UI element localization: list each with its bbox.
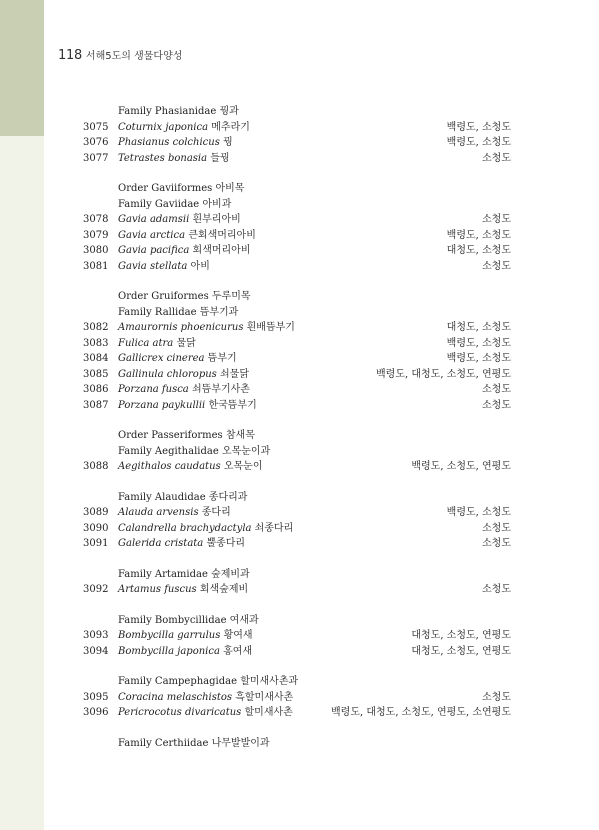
island-locations: 백령도, 소청도: [446, 229, 511, 241]
korean-name: 홍여새: [223, 645, 253, 657]
island-locations: 대청도, 소청도, 연평도: [411, 630, 511, 641]
scientific-name: Gavia adamsii: [118, 214, 190, 225]
species-row: [0, 536, 599, 552]
species-row: [0, 259, 599, 275]
species-number: 3092: [83, 584, 109, 595]
island-locations: 소청도: [482, 399, 511, 411]
scientific-name: Bombycilla garrulus: [118, 630, 221, 641]
island-locations: 백령도, 소청도: [446, 121, 511, 133]
island-locations: 소청도: [482, 260, 511, 272]
taxon-heading-text: Family Gaviidae 아비과: [118, 198, 232, 210]
korean-name: 회색머리아비: [192, 245, 251, 256]
species-name: [118, 243, 251, 259]
species-number: 3076: [83, 137, 109, 148]
page-header: [58, 47, 182, 67]
species-name: [118, 228, 256, 244]
taxon-heading-text: Family Phasianidae 꿩과: [118, 106, 239, 117]
korean-name: 쇠물닭: [220, 368, 249, 380]
page-number: 118: [58, 48, 82, 63]
taxon-heading: [0, 444, 599, 460]
korean-name: 물닭: [176, 337, 196, 349]
species-number: 3089: [83, 507, 109, 518]
island-locations: 대청도, 소청도: [446, 322, 511, 333]
island-locations: 소청도: [482, 152, 511, 164]
species-row: [0, 212, 599, 228]
species-number: 3084: [83, 353, 109, 364]
species-number: 3078: [83, 214, 109, 225]
species-number: 3083: [83, 337, 109, 349]
scientific-name: Porzana fusca: [118, 384, 189, 395]
species-name: [118, 582, 248, 598]
island-locations: 대청도, 소청도: [446, 245, 511, 256]
species-row: [0, 135, 599, 151]
island-locations: 소청도: [482, 522, 511, 534]
taxon-heading-text: Family Artamidae 숲제비과: [118, 568, 250, 580]
island-locations: 백령도, 소청도: [446, 137, 511, 148]
island-locations: 백령도, 대청도, 소청도, 연평도, 소연평도: [331, 707, 511, 718]
species-row: [0, 151, 599, 167]
species-row: [0, 120, 599, 136]
species-name: [118, 705, 293, 721]
taxon-heading-text: Family Aegithalidae 오목눈이과: [118, 445, 271, 457]
scientific-name: Coracina melaschistos: [118, 691, 233, 703]
species-name: [118, 459, 262, 475]
korean-name: 큰회색머리아비: [188, 229, 256, 241]
taxon-heading: [0, 674, 599, 690]
korean-name: 회색숲제비: [199, 584, 249, 595]
scientific-name: Artamus fuscus: [118, 584, 197, 595]
species-name: [118, 690, 293, 706]
species-row: [0, 228, 599, 244]
island-locations: 백령도, 대청도, 소청도, 연평도: [376, 368, 511, 380]
scientific-name: Gavia stellata: [118, 260, 188, 272]
scientific-name: Aegithalos caudatus: [118, 461, 221, 472]
species-number: 3091: [83, 538, 109, 549]
scientific-name: Alauda arvensis: [118, 507, 199, 518]
species-name: [118, 382, 250, 398]
korean-name: 할미새사촌: [244, 707, 293, 718]
species-row: [0, 351, 599, 367]
taxon-heading: [0, 289, 599, 305]
korean-name: 흰배뜸부기: [246, 322, 295, 333]
taxon-heading: [0, 613, 599, 629]
species-number: 3093: [83, 630, 109, 641]
species-name: [118, 505, 231, 521]
taxon-heading: [0, 567, 599, 583]
taxon-heading-text: Family Rallidae 뜸부기과: [118, 306, 239, 318]
korean-name: 쇠종다리: [254, 522, 294, 534]
korean-name: 꿩: [223, 137, 233, 148]
species-number: 3079: [83, 229, 109, 241]
species-row: [0, 705, 599, 721]
species-number: 3095: [83, 691, 109, 703]
island-locations: 소청도: [482, 384, 511, 395]
island-locations: 백령도, 소청도: [446, 353, 511, 364]
korean-name: 황여새: [223, 630, 253, 641]
species-list: [0, 104, 599, 751]
island-locations: 백령도, 소청도, 연평도: [411, 461, 511, 472]
scientific-name: Gallicrex cinerea: [118, 353, 205, 364]
scientific-name: Phasianus colchicus: [118, 137, 220, 148]
species-row: [0, 628, 599, 644]
island-locations: 소청도: [482, 691, 511, 703]
species-number: 3088: [83, 461, 109, 472]
korean-name: 흑할미새사촌: [235, 691, 294, 703]
scientific-name: Pericrocotus divaricatus: [118, 707, 242, 718]
species-name: [118, 259, 210, 275]
species-name: [118, 628, 253, 644]
scientific-name: Gallinula chloropus: [118, 368, 217, 380]
scientific-name: Gavia pacifica: [118, 245, 190, 256]
running-title: 서해5도의 생물다양성: [85, 51, 183, 62]
scientific-name: Calandrella brachydactyla: [118, 522, 252, 534]
island-locations: 소청도: [482, 538, 511, 549]
taxon-heading: [0, 181, 599, 197]
species-row: [0, 521, 599, 537]
island-locations: 소청도: [482, 584, 511, 595]
taxon-heading-text: Order Gaviiformes 아비목: [118, 183, 245, 194]
species-row: [0, 382, 599, 398]
scientific-name: Fulica atra: [118, 337, 174, 349]
korean-name: 오목눈이: [223, 461, 263, 472]
species-number: 3080: [83, 245, 109, 256]
species-number: 3096: [83, 707, 109, 718]
species-row: [0, 320, 599, 336]
korean-name: 흰부리아비: [192, 214, 241, 225]
scientific-name: Tetrastes bonasia: [118, 152, 208, 164]
species-number: 3087: [83, 399, 109, 411]
taxon-heading: [0, 305, 599, 321]
species-number: 3082: [83, 322, 109, 333]
species-row: [0, 582, 599, 598]
taxon-heading-text: Order Passeriformes 참새목: [118, 430, 255, 441]
korean-name: 뜸부기: [207, 353, 237, 364]
species-row: [0, 336, 599, 352]
korean-name: 종다리: [201, 507, 231, 518]
taxon-heading-text: Family Campephagidae 할미새사촌과: [118, 676, 299, 687]
taxon-heading-text: Family Alaudidae 종다리과: [118, 491, 248, 503]
scientific-name: Galerida cristata: [118, 538, 204, 549]
island-locations: 백령도, 소청도: [446, 507, 511, 518]
korean-name: 들꿩: [210, 152, 230, 164]
species-row: [0, 367, 599, 383]
species-name: [118, 644, 252, 660]
species-name: [118, 398, 257, 414]
species-number: 3085: [83, 368, 109, 380]
island-locations: 대청도, 소청도, 연평도: [411, 645, 511, 657]
species-row: [0, 505, 599, 521]
taxon-heading-text: Family Bombycillidae 여새과: [118, 614, 259, 626]
island-locations: 백령도, 소청도: [446, 337, 511, 349]
taxon-heading: [0, 197, 599, 213]
taxon-heading: [0, 736, 599, 752]
species-name: [118, 320, 295, 336]
korean-name: 메추라기: [211, 121, 250, 133]
species-name: [118, 536, 245, 552]
species-name: [118, 367, 249, 383]
scientific-name: Amaurornis phoenicurus: [118, 322, 244, 333]
taxon-heading: [0, 490, 599, 506]
korean-name: 한국뜸부기: [208, 399, 257, 411]
species-row: [0, 398, 599, 414]
species-name: [118, 521, 293, 537]
species-number: 3077: [83, 152, 109, 164]
island-locations: 소청도: [482, 214, 511, 225]
species-number: 3090: [83, 522, 109, 534]
species-name: [118, 212, 241, 228]
species-number: 3075: [83, 121, 109, 133]
scientific-name: Gavia arctica: [118, 229, 186, 241]
taxon-heading: [0, 428, 599, 444]
species-name: [118, 120, 250, 136]
species-row: [0, 690, 599, 706]
species-name: [118, 135, 233, 151]
taxon-heading-text: Order Gruiformes 두루미목: [118, 291, 251, 302]
species-number: 3081: [83, 260, 109, 272]
taxon-heading: [0, 104, 599, 120]
species-name: [118, 151, 230, 167]
korean-name: 아비: [190, 260, 210, 272]
species-name: [118, 336, 196, 352]
scientific-name: Porzana paykullii: [118, 399, 206, 411]
species-name: [118, 351, 237, 367]
species-row: [0, 243, 599, 259]
species-number: 3094: [83, 645, 109, 657]
scientific-name: Coturnix japonica: [118, 121, 209, 133]
species-row: [0, 459, 599, 475]
species-row: [0, 644, 599, 660]
korean-name: 쇠뜸부기사촌: [191, 384, 250, 395]
taxon-heading-text: Family Certhiidae 나무발발이과: [118, 737, 270, 749]
scientific-name: Bombycilla japonica: [118, 645, 220, 657]
korean-name: 뿔종다리: [206, 538, 246, 549]
species-number: 3086: [83, 384, 109, 395]
